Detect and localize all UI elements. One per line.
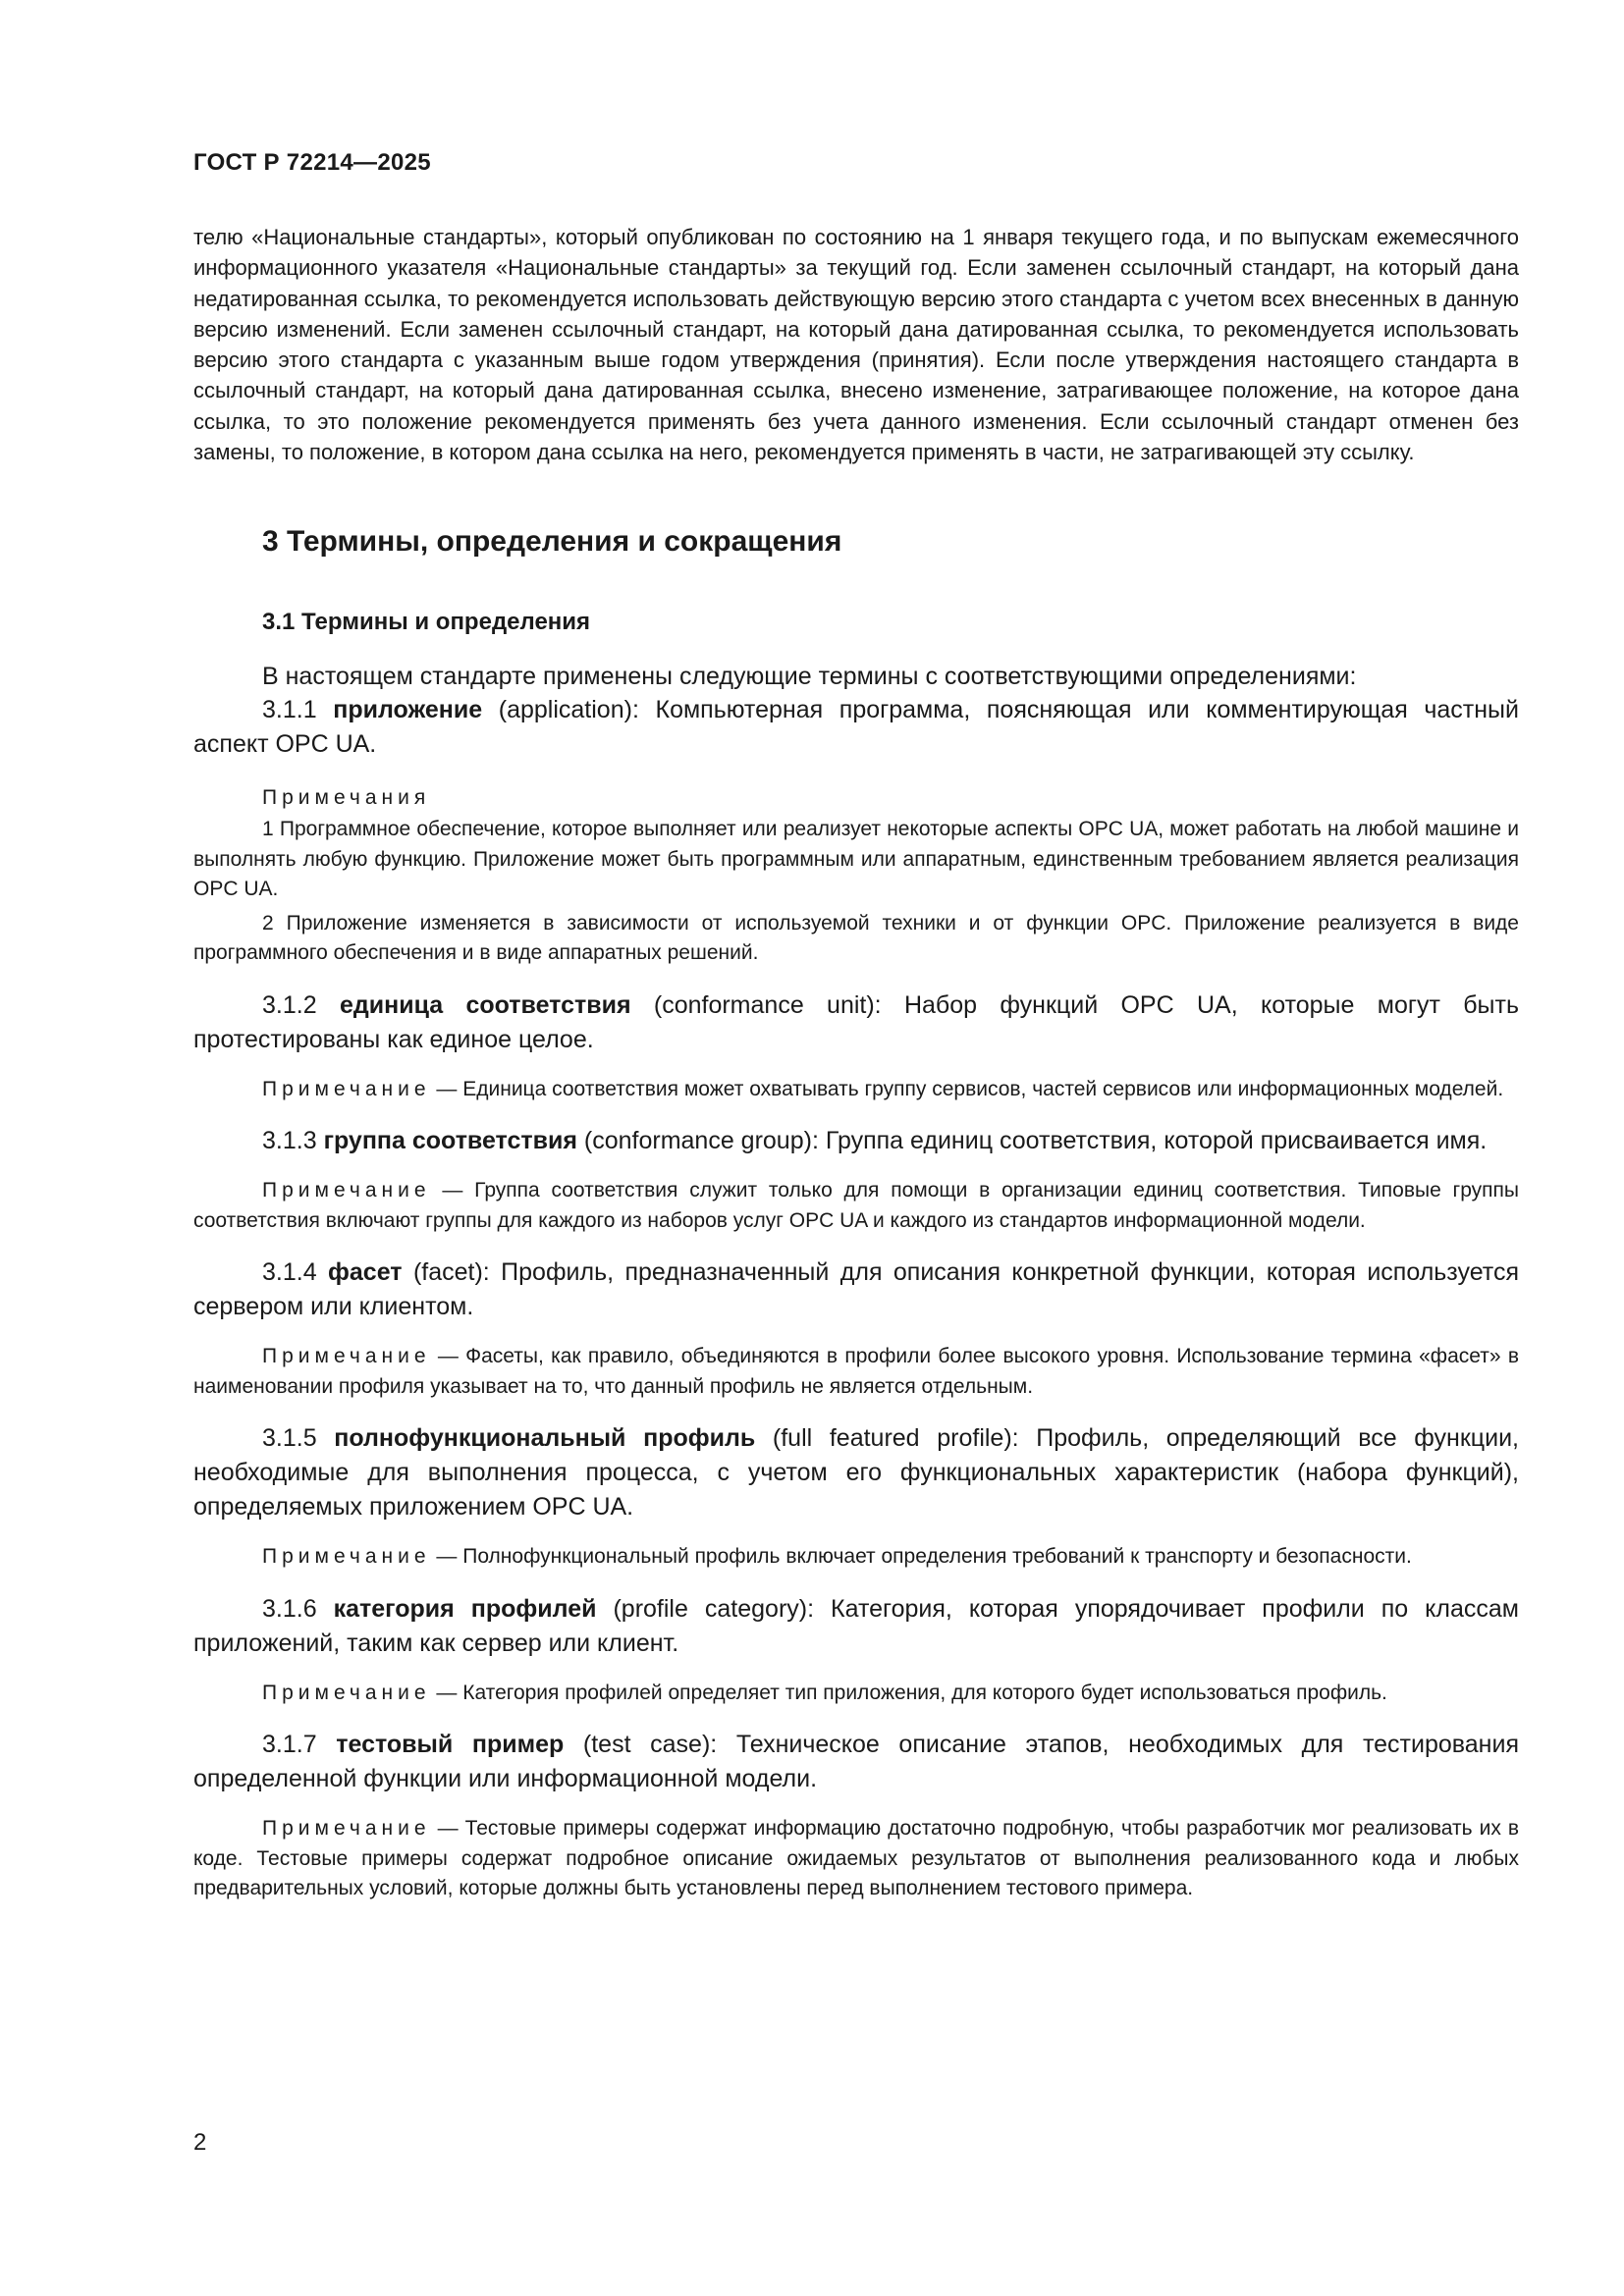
page-content — [193, 222, 1519, 1904]
document-code-header: ГОСТ Р 72214—2025 — [193, 149, 431, 176]
term-name: тестовый пример — [336, 1731, 565, 1759]
continuation-paragraph: телю «Национальные стандарты», который опубликован по состоянию на 1 января текущего года, и по выпускам ежемесячного информационного указателя «Национальные стандарты» за текущий год. Если заменен ссылочный стандарт, на который дана недатированная ссылка, то рекомендуется использовать действующую версию этого стандарта с учетом всех внесенных в данную версию изменений. Если заменен ссылочный стандарт, на который дана датированная ссылка, то рекомендуется использовать версию этого стандарта с указанным выше годом утверждения (принятия). Если после утверждения настоящего стандарта в ссылочный стандарт, на который дана датированная ссылка, внесено изменение, затрагивающее положение, на которое дана ссылка, то это положение рекомендуется применять без учета данного изменения. Если ссылочный стандарт отменен без замены, то положение, в котором дана ссылка на него, рекомендуется применять в части, не затрагивающей эту ссылку. — [193, 225, 1519, 465]
term-description: (full featured profile): Профиль, определяющий все функции, необходимые для выполнения процесса, с учетом его функциональных характеристик (набора функций), определяемых приложением OPC UA. — [193, 1424, 1519, 1522]
intro-paragraph: В настоящем стандарте применены следующие термины с соответствующими определениями: — [262, 663, 1357, 691]
term-number: 3.1.1 — [262, 696, 317, 724]
notes-heading: Примечания — [262, 786, 431, 810]
term-definition-3-1-5 — [193, 1421, 1519, 1524]
note-label: Примечание — [262, 1179, 431, 1202]
term-description: (profile category): Категория, которая упорядочивает профили по классам приложений, таким как сервер или клиент. — [193, 1594, 1519, 1657]
term-note-3-1-3 — [193, 1176, 1519, 1236]
term-description: (test case): Техническое описание этапов, необходимых для тестирования определенной функции или информационной модели. — [193, 1731, 1519, 1793]
term-note-3-1-4 — [193, 1342, 1519, 1402]
note-label: Примечание — [262, 1817, 431, 1841]
term-number: 3.1.4 — [262, 1258, 317, 1287]
section-title: 3 Термины, определения и сокращения — [262, 525, 842, 559]
term-note-3-1-5 — [193, 1542, 1519, 1573]
subsection-title: 3.1 Термины и определения — [262, 609, 591, 636]
term-number: 3.1.6 — [262, 1594, 317, 1623]
term-name: группа соответствия — [323, 1127, 577, 1155]
note-label: Примечание — [262, 1345, 431, 1368]
note-item-2: 2 Приложение изменяется в зависимости от используемой техники и от функции OPC. Приложение реализуется в виде программного обеспечения и в виде аппаратных решений. — [193, 911, 1519, 965]
term-description: (facet): Профиль, предназначенный для описания конкретной функции, которая используется сервером или клиентом. — [193, 1258, 1519, 1321]
note-text: — Фасеты, как правило, объединяются в профили более высокого уровня. Использование термина «фасет» в наименовании профиля указывает на то, что данный профиль не является отдельным. — [193, 1345, 1519, 1398]
term-definition-3-1-7 — [193, 1728, 1519, 1796]
term-number: 3.1.3 — [262, 1127, 317, 1155]
term-note-3-1-2 — [193, 1075, 1519, 1105]
note-text: — Группа соответствия служит только для помощи в организации единиц соответствия. Типовые группы соответствия включают группы для каждого из наборов услуг OPC UA и каждого из стандартов информационной модели. — [193, 1179, 1519, 1232]
term-definition-3-1-2 — [193, 988, 1519, 1057]
term-note-3-1-7 — [193, 1814, 1519, 1904]
note-text: — Полнофункциональный профиль включает определения требований к транспорту и безопасности. — [430, 1545, 1412, 1569]
note-label: Примечание — [262, 1077, 431, 1100]
term-definition-3-1-3 — [193, 1124, 1519, 1158]
note-text: — Категория профилей определяет тип приложения, для которого будет использоваться профиль. — [430, 1681, 1387, 1704]
term-name: приложение — [333, 696, 483, 724]
term-description: (conformance group): Группа единиц соответствия, которой присваивается имя. — [576, 1127, 1488, 1155]
note-label: Примечание — [262, 1545, 431, 1569]
term-definition-3-1-6 — [193, 1592, 1519, 1661]
term-name: полнофункциональный профиль — [334, 1424, 756, 1453]
term-name: единица соответствия — [339, 990, 631, 1019]
note-label: Примечание — [262, 1681, 431, 1704]
note-text: — Единица соответствия может охватывать группу сервисов, частей сервисов или информационных моделей. — [430, 1077, 1504, 1100]
term-description: (application): Компьютерная программа, поясняющая или комментирующая частный аспект OPC UA. — [193, 696, 1519, 759]
page-number: 2 — [193, 2129, 207, 2156]
term-number: 3.1.7 — [262, 1731, 317, 1759]
term-note-3-1-6 — [193, 1679, 1519, 1709]
term-number: 3.1.5 — [262, 1424, 317, 1453]
term-number: 3.1.2 — [262, 990, 317, 1019]
term-name: категория профилей — [333, 1594, 597, 1623]
note-item-1: 1 Программное обеспечение, которое выполняет или реализует некоторые аспекты OPC UA, может работать на любой машине и выполнять любую функцию. Приложение может быть программным или аппаратным, единственным требованием является реализация OPC UA. — [193, 818, 1519, 901]
term-name: фасет — [328, 1258, 403, 1287]
term-definition-3-1-1 — [193, 693, 1519, 762]
note-text: — Тестовые примеры содержат информацию достаточно подробную, чтобы разработчик мог реализовать их в коде. Тестовые примеры содержат подробное описание ожидаемых результатов от выполнения реализованного кода и любых предварительных условий, которые должны быть установлены перед выполнением тестового примера. — [193, 1817, 1519, 1900]
term-definition-3-1-4 — [193, 1255, 1519, 1324]
term-description: (conformance unit): Набор функций OPC UA, которые могут быть протестированы как единое целое. — [193, 990, 1520, 1053]
